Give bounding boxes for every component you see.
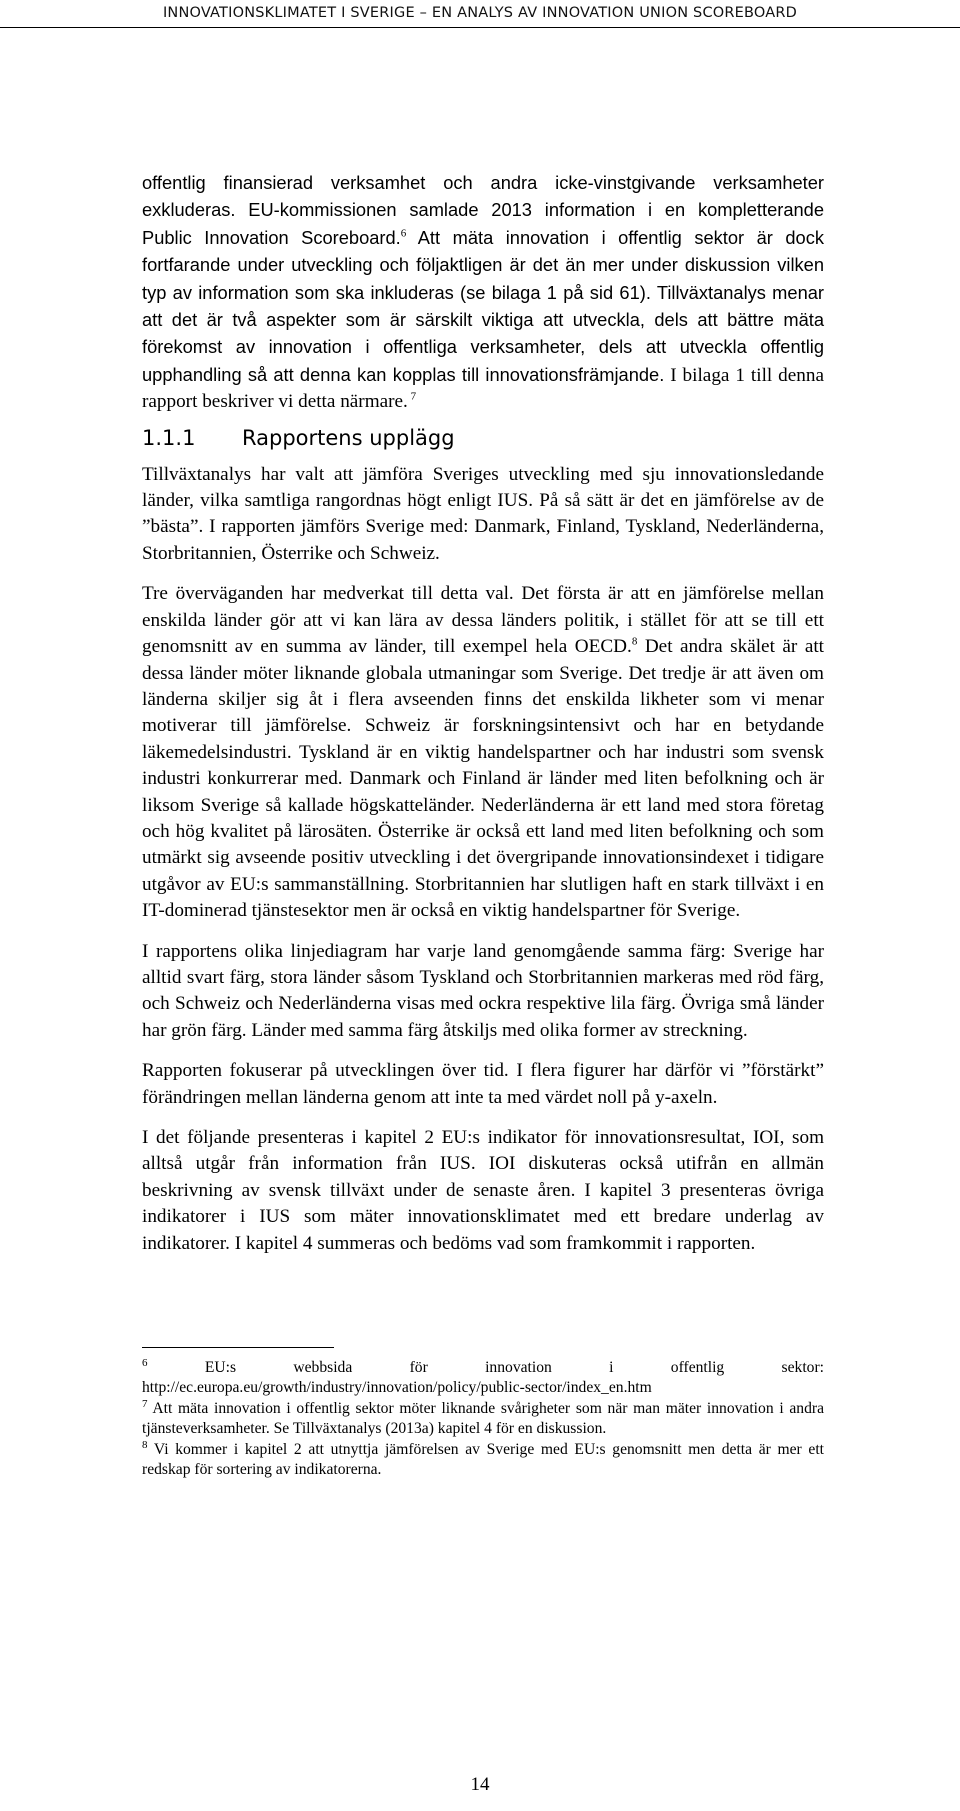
intro-text-part1: offentlig finansierad verksamhet och andra icke-vinstgivande verksamheter exkluderas. EU-kommissionen samlade 2013 information i en kompletterande Public Innovation Scoreboard. <box>142 172 824 248</box>
footnote-6 <box>142 1358 824 1399</box>
footnote-8-number: 8 <box>142 1438 148 1451</box>
intro-text-part3: I bilaga 1 till denna rapport beskriver vi detta närmare. <box>142 364 824 413</box>
footnote-6-text: EU:s webbsida för innovation i offentlig sektor: http://ec.europa.eu/growth/industry/innovation/policy/public-sector/index_en.htm <box>142 1359 824 1397</box>
footnote-ref-8[interactable]: 8 <box>631 635 638 648</box>
section-heading <box>142 424 824 452</box>
paragraph-2 <box>142 581 824 924</box>
footnote-7-text: Att mäta innovation i offentlig sektor möter liknande svårigheter som när man mäter innovation i andra tjänsteverksamheter. Se Tillväxtanalys (2013a) kapitel 4 för en diskussion. <box>142 1399 824 1438</box>
footnote-7 <box>142 1399 824 1440</box>
page-number: 14 <box>470 1774 490 1795</box>
footnote-ref-7[interactable]: 7 <box>407 390 417 403</box>
paragraph-2-part-b: Det andra skälet är att dessa länder möter liknande globala utmaningar som Sverige. Det tredje är att även om länderna skiljer sig åt i flera avseenden finns det enskilda likheter som vi menar motiverar till jämförelse. Schweiz är forskningsintensivt och har en betydande läkemedelsindustri. Tyskland är en viktig handelspartner och har industri som svensk industri konkurrerar med. Danmark och Finland är länder med liten befolkning och är liksom Sverige så kallade högskatteländer. Nederländerna är ett land med stora företag och hög kvalitet på lärosäten. Österrike är också ett land med liten befolkning och som utmärkt sig avseende positiv utveckling i det övergripande innovationsindexet i tidigare utgåvor av EU:s sammanställning. Storbritannien har slutligen haft en stark tillväxt i en IT-dominerad tjänstesektor men är också en viktig handelspartner för Sverige. <box>142 636 824 922</box>
footnote-rule <box>142 1347 334 1348</box>
paragraph-2-part-a: Tre överväganden har medverkat till detta val. Det första är att en jämförelse mellan enskilda länder gör att vi kan lära av dessa länders politik, i stället för att se till ett genomsnitt av en summa av länder, till exempel hela OECD. <box>142 583 824 658</box>
paragraph-5: I det följande presenteras i kapitel 2 EU:s indikator för innovationsresultat, IOI, som alltså utgår från information från IUS. IOI diskuteras också utifrån en allmän beskrivning av svensk tillväxt under de senaste åren. I kapitel 3 presenteras övriga indikatorer i IUS som mäter innovationsklimatet med ett bredare underlag av indikatorer. I kapitel 4 summeras och bedöms vad som framkommit i rapporten. <box>142 1127 824 1254</box>
footnote-ref-6[interactable]: 6 <box>400 227 407 240</box>
paragraph-1: Tillväxtanalys har valt att jämföra Sveriges utveckling med sju innovationsledande länder, vilka samtliga rangordnas högt enligt IUS. På så sätt är det en jämförelse av de ”bästa”. I rapporten jämförs Sverige med: Danmark, Finland, Tyskland, Nederländerna, Storbritannien, Österrike och Schweiz. <box>142 463 824 564</box>
footnotes <box>142 1358 824 1480</box>
section-title: Rapportens upplägg <box>242 425 455 450</box>
intro-paragraph <box>142 170 824 416</box>
paragraph-4: Rapporten fokuserar på utvecklingen över tid. I flera figurer har därför vi ”förstärkt” förändringen mellan länderna genom att inte ta med värdet noll på y-axeln. <box>142 1060 824 1108</box>
footnote-8-text: Vi kommer i kapitel 2 att utnyttja jämförelsen av Sverige med EU:s genomsnitt men detta är mer ett redskap för sortering av indikatorerna. <box>142 1440 824 1479</box>
header-rule <box>0 27 960 28</box>
running-header: INNOVATIONSKLIMATET I SVERIGE – EN ANALYS AV INNOVATION UNION SCOREBOARD <box>162 5 798 21</box>
body-text <box>142 170 824 1271</box>
footnote-6-number: 6 <box>142 1356 148 1369</box>
footnote-7-number: 7 <box>142 1397 148 1410</box>
section-number: 1.1.1 <box>142 425 196 450</box>
footnote-8 <box>142 1440 824 1481</box>
intro-text-part2: Att mäta innovation i offentlig sektor är dock fortfarande under utveckling och följaktligen är det än mer under diskussion vilken typ av information som ska inkluderas (se bilaga 1 på sid 61). Tillväxtanalys menar att det är två aspekter som är särskilt viktiga att utveckla, dels att bättre mäta förekomst av innovation i offentliga verksamheter, dels att utveckla offentlig upphandling så att denna kan kopplas till innovationsfrämjande. <box>142 226 824 385</box>
paragraph-3: I rapportens olika linjediagram har varje land genomgående samma färg: Sverige har alltid svart färg, stora länder såsom Tyskland och Storbritannien markeras med röd färg, och Schweiz och Nederländerna visas med ockra respektive lila färg. Övriga små länder har grön färg. Länder med samma färg åtskiljs med olika former av streckning. <box>142 940 824 1041</box>
